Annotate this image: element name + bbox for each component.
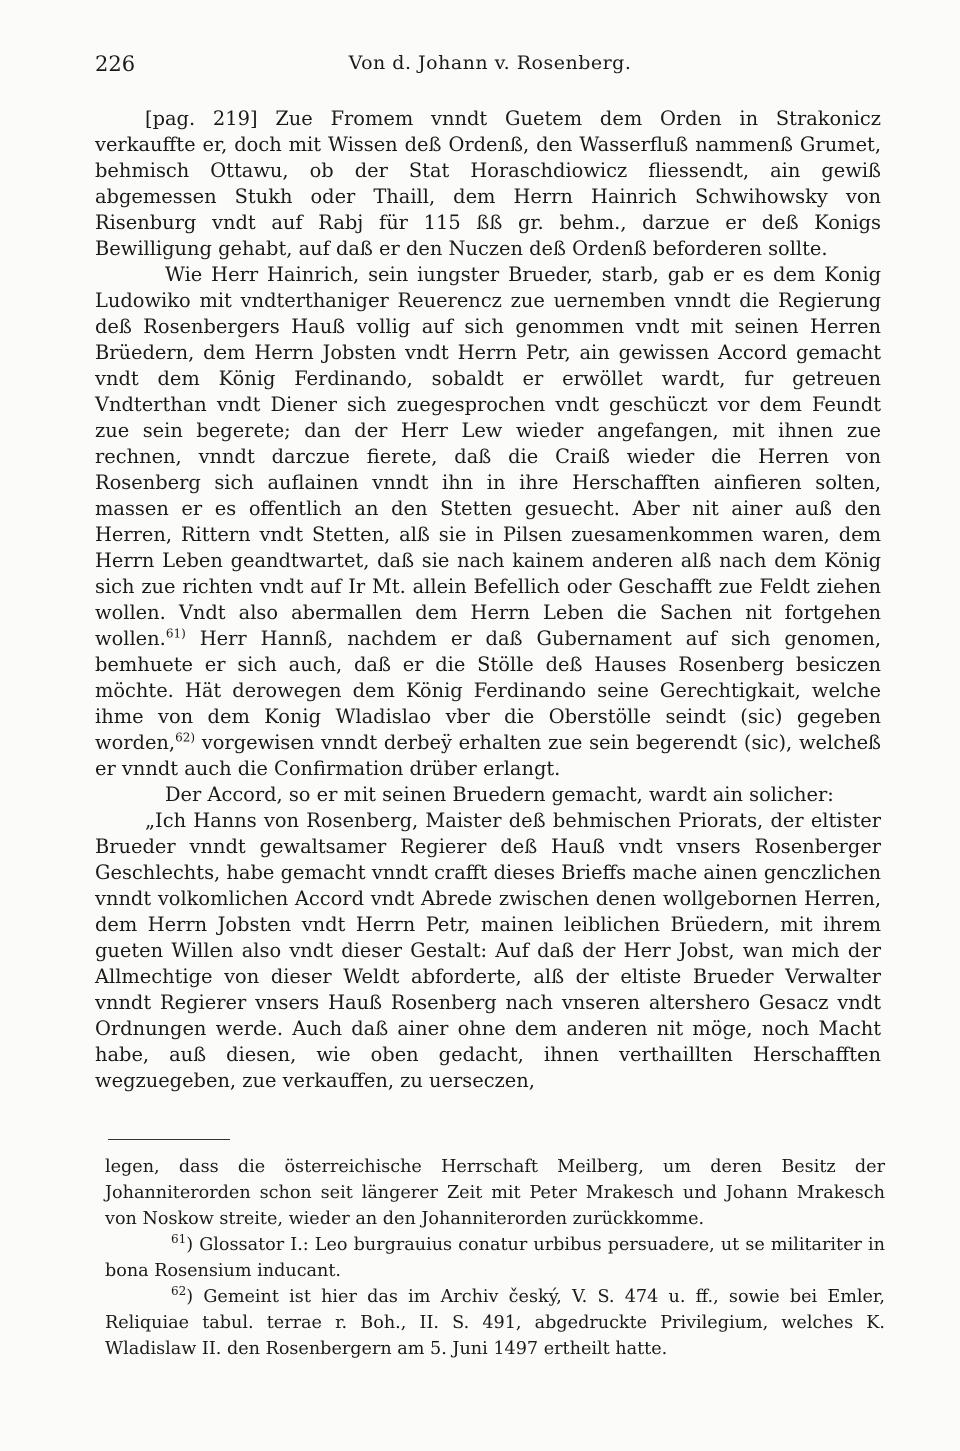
footnote-61-text: ) Glossator I.: Leo burgrauius conatur urbibus persuadere, ut se militariter in bona Rosensium inducant.	[105, 1235, 885, 1281]
footnote-62-mark: 62	[171, 1284, 187, 1299]
paragraph-1: [pag. 219] Zue Fromem vnndt Guetem dem Orden in Strakonicz verkauffte er, doch mit Wissen deß Ordenß, den Wasserfluß nammenß Grumet, behmisch Ottawu, ob der Stat Horaschdiowicz fliessendt, ain gewiß abgemessen Stukh oder Thaill, dem Herrn Hainrich Schwihowsky von Risenburg vndt auf Rabj für 115 ßß gr. behm., darzue er deß Konigs Bewilligung gehabt, auf daß er den Nuczen deß Ordenß beforderen sollte.	[95, 107, 881, 260]
paragraph-4-accord-quote: „Ich Hanns von Rosenberg, Maister deß behmischen Priorats, der eltister Brueder vnndt gewaltsamer Regierer deß Hauß vndt vnsers Rosenberger Geschlechts, habe gemacht vnndt crafft dieses Brieffs mache ainen genczlichen vnndt volkomlichen Accord vndt Abrede zwischen denen wollgebornen Herren, dem Herrn Jobsten vndt Herrn Petr, mainen leiblichen Brüedern, mit ihrem gueten Willen also vndt dieser Gestalt: Auf daß der Herr Jobst, wan mich der Allmechtige von dieser Weldt abforderte, alß der eltiste Brueder Verwalter vnndt Regierer vnsers Hauß Rosenberg nach vnseren altershero Gesacz vndt Ordnungen werde. Auch daß ainer ohne dem anderen nit möge, noch Macht habe, auß diesen, wie oben gedacht, ihnen verthaillten Herschafften wegzuegeben, zue verkauffen, zu uerseczen,	[95, 809, 881, 1092]
footnote-62	[105, 1284, 885, 1362]
paragraph-2-part-b: Herr Hannß, nachdem er daß Gubernament auf sich genomen, bemhuete er sich auch, daß er die Stölle deß Hauses Rosenberg besiczen möchte. Hät derowegen dem König Ferdinando seine Gerechtigkait, welche ihme von dem Konig Wladislao vber die Oberstölle seindt (sic) gegeben worden,	[95, 627, 881, 754]
running-head: Von d. Johann v. Rosenberg.	[348, 52, 632, 74]
footnote-62-text: ) Gemeint ist hier das im Archiv český, V. S. 474 u. ff., sowie bei Emler, Reliquiae tabul. terrae r. Boh., II. S. 491, abgedruckte Privilegium, welches K. Wladislaw II. den Rosenbergern am 5. Juni 1497 ertheilt hatte.	[105, 1287, 885, 1359]
paragraph-2-part-c: vorgewisen vnndt derbeÿ erhalten zue sein begerendt (sic), welcheß er vnndt auch die Confirmation drüber erlangt.	[95, 731, 881, 780]
footnote-ref-62: 62)	[175, 730, 196, 745]
footnote-61-mark: 61	[171, 1232, 187, 1247]
paragraph-2-part-a: Wie Herr Hainrich, sein iungster Brueder, starb, gab er es dem Konig Ludowiko mit vndterthaniger Reuerencz zue uernemben vnndt die Regierung deß Rosenbergers Hauß vollig auf sich genommen vndt mit seinen Herren Brüedern, dem Herrn Jobsten vndt Herrn Petr, ain gewissen Accord gemacht vndt dem König Ferdinando, sobaldt er erwöllet wardt, fur getreuen Vndterthan vndt Diener sich zuegesprochen vndt geschüczt vor dem Feundt zue sein begerete; dan der Herr Lew wieder angefangen, mit ihnen zue rechnen, vnndt darczue fierete, daß die Craiß wieder die Herren von Rosenberg sich auflainen vnndt ihn in ihre Herschafften ainfieren solten, massen er es offentlich an den Stetten gesuecht. Aber nit ainer auß den Herren, Rittern vndt Stetten, alß sie in Pilsen zuesamenkommen waren, dem Herrn Leben geandtwartet, daß sie nach kainem anderen alß nach dem König sich zue richten vndt auf Ir Mt. allein Befellich oder Geschafft zue Feldt ziehen wollen. Vndt also abermallen dem Herrn Leben die Sachen nit fortgehen wollen.	[95, 263, 881, 650]
footnote-ref-61: 61)	[165, 626, 186, 641]
page-number: 226	[95, 52, 136, 76]
paragraph-3: Der Accord, so er mit seinen Bruedern gemacht, wardt ain solicher:	[165, 783, 834, 806]
footnote-61	[105, 1232, 885, 1284]
footnote-divider	[108, 1139, 230, 1140]
page-header	[95, 52, 885, 86]
footnotes	[105, 1154, 885, 1362]
paragraph-2	[95, 262, 881, 782]
main-text	[95, 106, 881, 1094]
footnote-continuation: legen, dass die österreichische Herrschaft Meilberg, um deren Besitz der Johanniterorden schon seit längerer Zeit mit Peter Mrakesch und Johann Mrakesch von Noskow streite, wieder an den Johanniterorden zurückkomme.	[105, 1157, 885, 1229]
